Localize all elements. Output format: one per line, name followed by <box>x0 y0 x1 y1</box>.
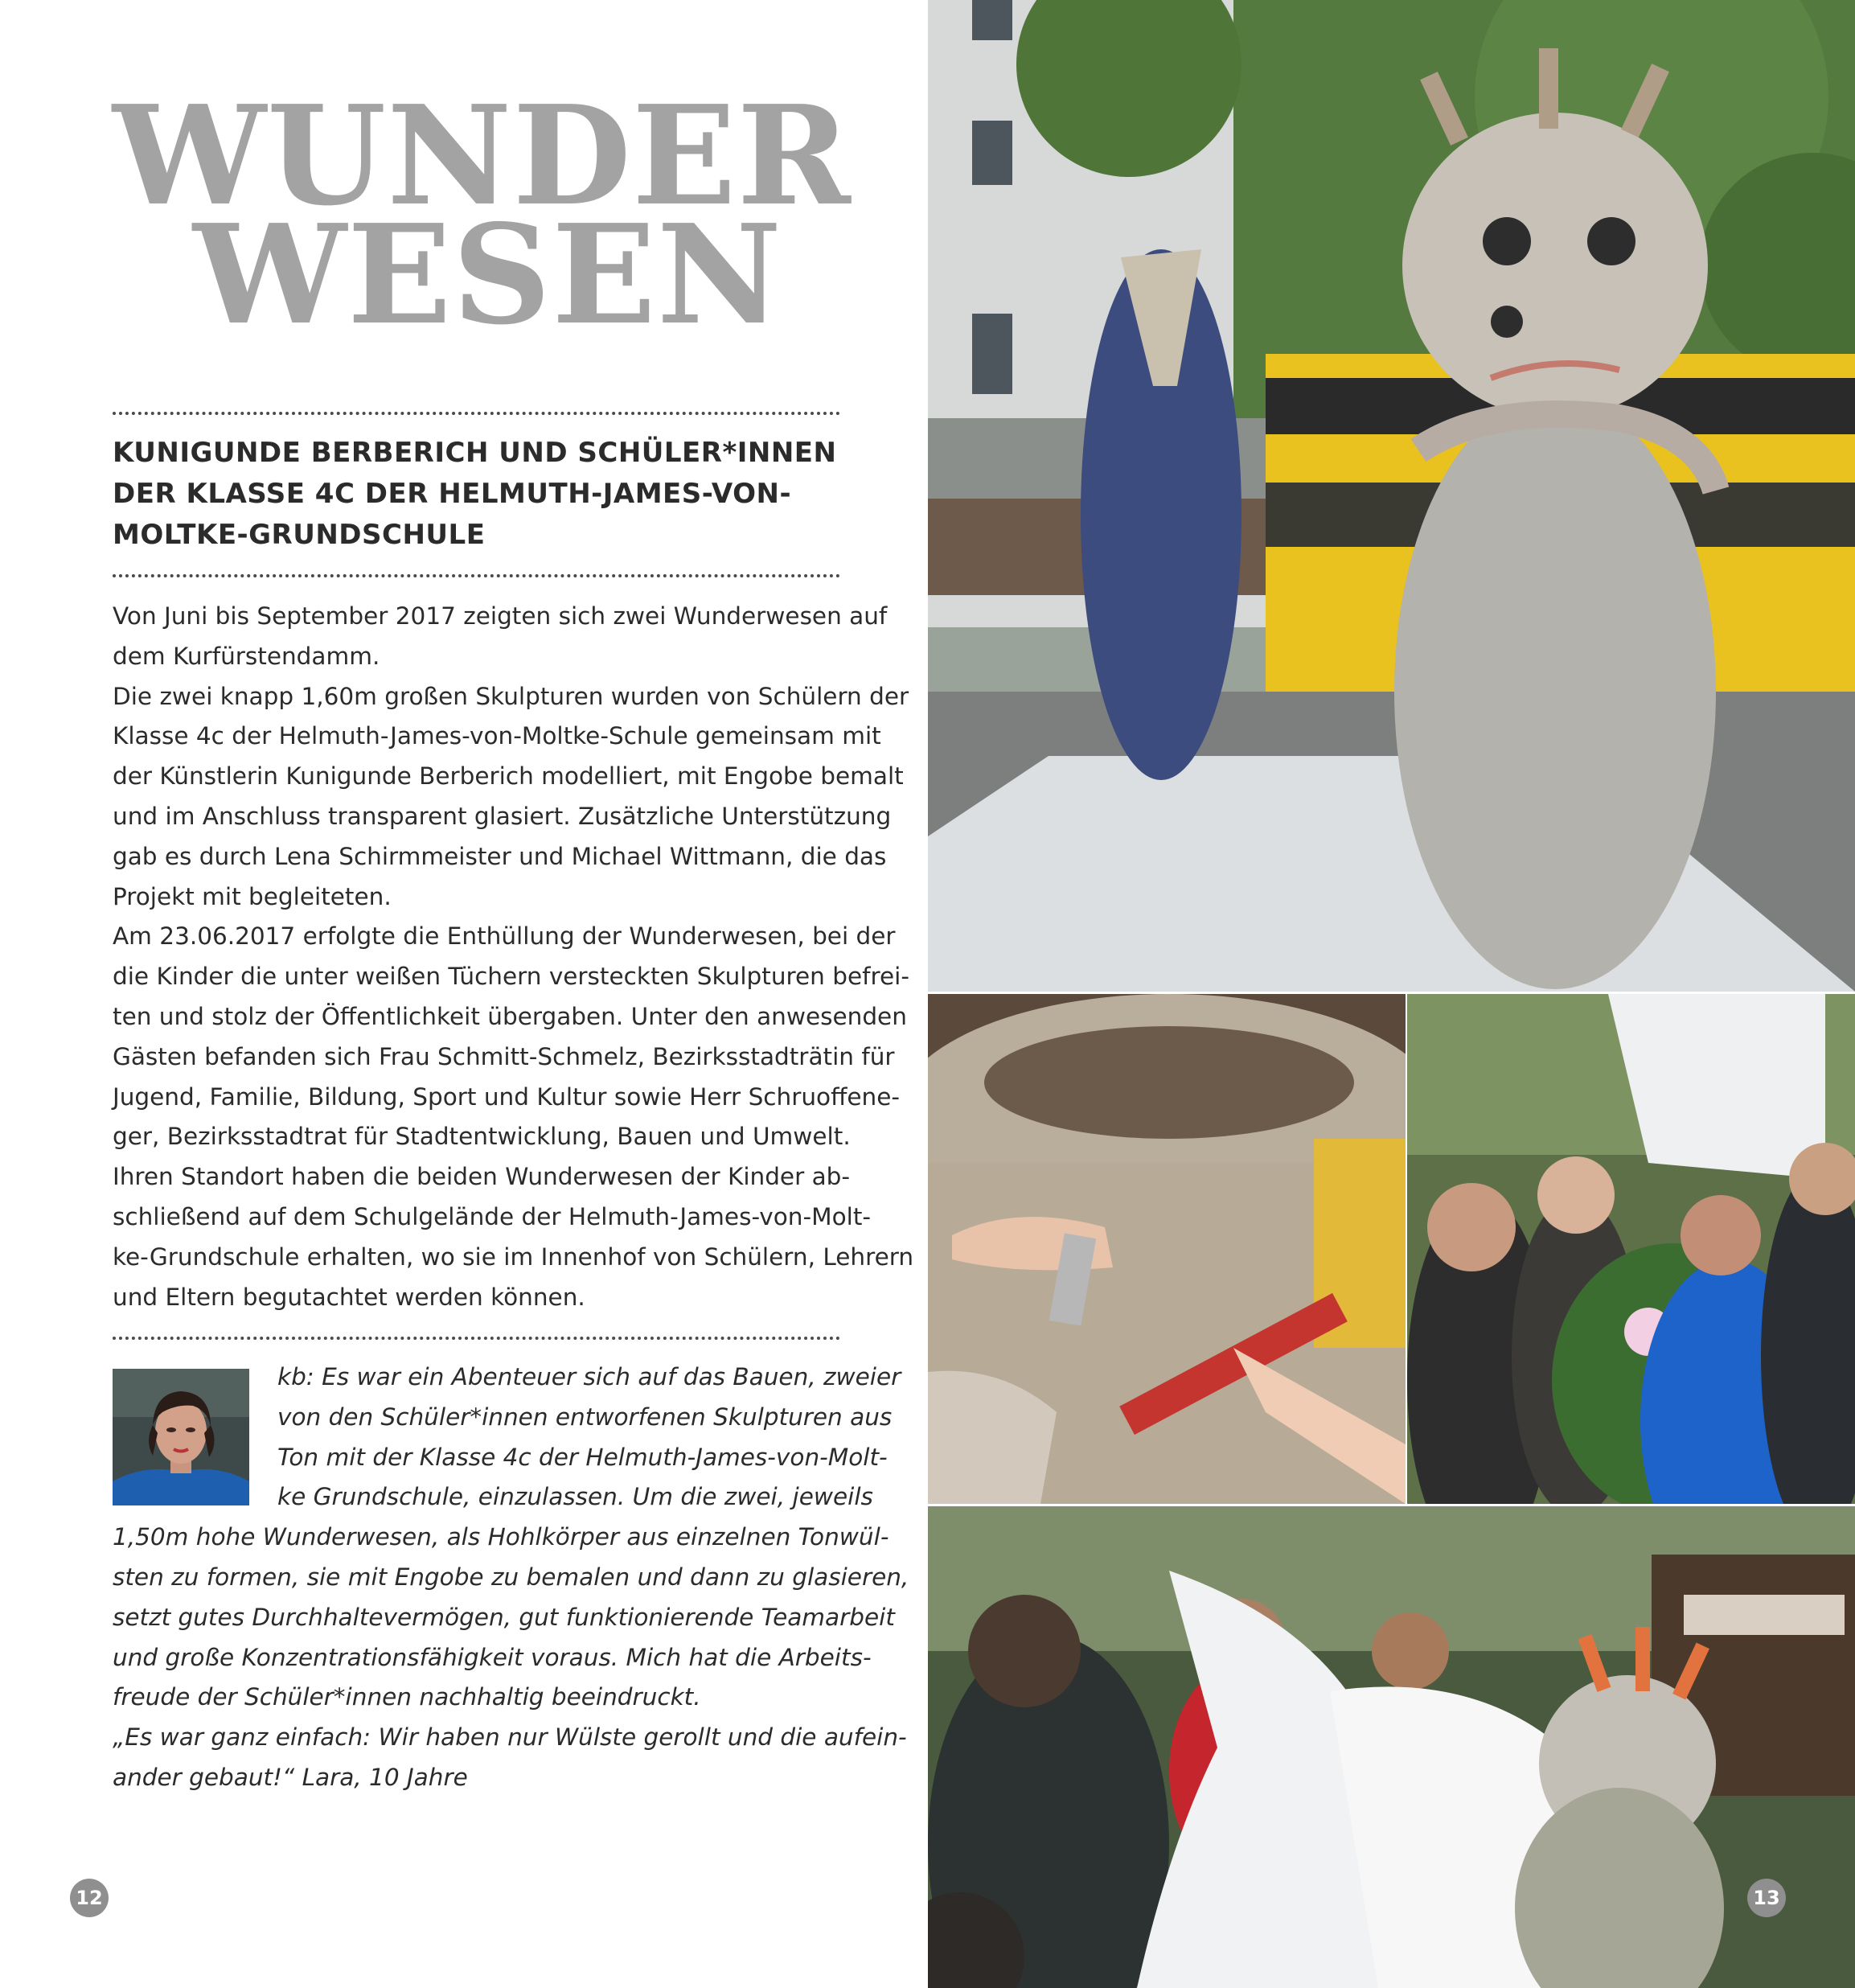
authors-line: KUNIGUNDE BERBERICH UND SCHÜLER*INNEN <box>113 437 837 469</box>
photo-ceremony-flowers <box>1407 994 1855 1504</box>
body-line: ger, Bezirksstadtrat für Stadtentwicklung, Bauen und Umwelt. <box>113 1123 851 1151</box>
quote-line: setzt gutes Durchhaltevermögen, gut funktionierende Teamarbeit <box>113 1603 895 1631</box>
quote-line: Ton mit der Klasse 4c der Helmuth-James-von-Molt- <box>277 1443 888 1471</box>
page-number-left: 12 <box>70 1879 109 1917</box>
quote-line: und große Konzentrationsfähigkeit voraus. Mich hat die Arbeits- <box>113 1643 872 1671</box>
divider <box>113 574 840 577</box>
quote-line: ander gebaut!“ Lara, 10 Jahre <box>113 1763 468 1791</box>
divider <box>113 412 840 415</box>
body-line: ten und stolz der Öffentlichkeit übergaben. Unter den anwesenden <box>113 1002 907 1030</box>
body-line: Ihren Standort haben die beiden Wunderwesen der Kinder ab- <box>113 1163 851 1191</box>
body-line: und Eltern begutachtet werden können. <box>113 1283 585 1311</box>
quote-line: ke Grundschule, einzulassen. Um die zwei, jeweils <box>277 1483 873 1511</box>
quote-line: von den Schüler*innen entworfenen Skulpturen aus <box>277 1403 893 1431</box>
quote-line: sten zu formen, sie mit Engobe zu bemalen und dann zu glasieren, <box>113 1563 909 1591</box>
authors-line: DER KLASSE 4C DER HELMUTH-JAMES-VON- <box>113 478 792 510</box>
body-line: Von Juni bis September 2017 zeigten sich zwei Wunderwesen auf <box>113 602 888 630</box>
body-line: Klasse 4c der Helmuth-James-von-Moltke-Schule gemeinsam mit <box>113 722 881 750</box>
body-line: die Kinder die unter weißen Tüchern versteckten Skulpturen befrei- <box>113 963 909 991</box>
quote-line: 1,50m hohe Wunderwesen, als Hohlkörper aus einzelnen Tonwül- <box>113 1523 889 1551</box>
photo-clay-work <box>928 994 1406 1504</box>
quote-line: freude der Schüler*innen nachhaltig beeindruckt. <box>113 1683 701 1711</box>
left-page <box>0 0 926 1988</box>
body-line: schließend auf dem Schulgelände der Helmuth-James-von-Molt- <box>113 1202 872 1230</box>
title-line-2: WESEN <box>193 195 783 355</box>
body-line: Jugend, Familie, Bildung, Sport und Kultur sowie Herr Schruoffene- <box>113 1082 901 1111</box>
title-line-1: WUNDER <box>113 76 852 236</box>
authors-heading <box>113 433 844 556</box>
body-line: der Künstlerin Kunigunde Berberich modelliert, mit Engobe bemalt <box>113 762 904 791</box>
body-line: gab es durch Lena Schirmmeister und Michael Wittmann, die das <box>113 842 887 870</box>
page-number-right: 13 <box>1747 1879 1786 1917</box>
body-line: Die zwei knapp 1,60m großen Skulpturen wurden von Schülern der <box>113 682 909 710</box>
quote-line: kb: Es war ein Abenteuer sich auf das Bauen, zweier <box>277 1363 901 1390</box>
page-title <box>113 76 852 355</box>
photo-sculptures-street <box>928 0 1855 992</box>
body-line: Gästen befanden sich Frau Schmitt-Schmelz, Bezirksstadträtin für <box>113 1042 895 1070</box>
quote-line: „Es war ganz einfach: Wir haben nur Wülste gerollt und die aufein- <box>113 1723 907 1752</box>
divider <box>113 1337 840 1340</box>
artist-quote <box>113 1358 909 1798</box>
authors-line: MOLTKE-GRUNDSCHULE <box>113 519 486 551</box>
body-line: Projekt mit begleiteten. <box>113 882 392 910</box>
article-body <box>113 597 914 1317</box>
body-line: Am 23.06.2017 erfolgte die Enthüllung der Wunderwesen, bei der <box>113 922 896 951</box>
photo-unveiling <box>928 1506 1855 1988</box>
body-line: und im Anschluss transparent glasiert. Zusätzliche Unterstützung <box>113 802 892 830</box>
body-line: ke-Grundschule erhalten, wo sie im Innenhof von Schülern, Lehrern <box>113 1242 914 1271</box>
body-line: dem Kurfürstendamm. <box>113 642 380 670</box>
